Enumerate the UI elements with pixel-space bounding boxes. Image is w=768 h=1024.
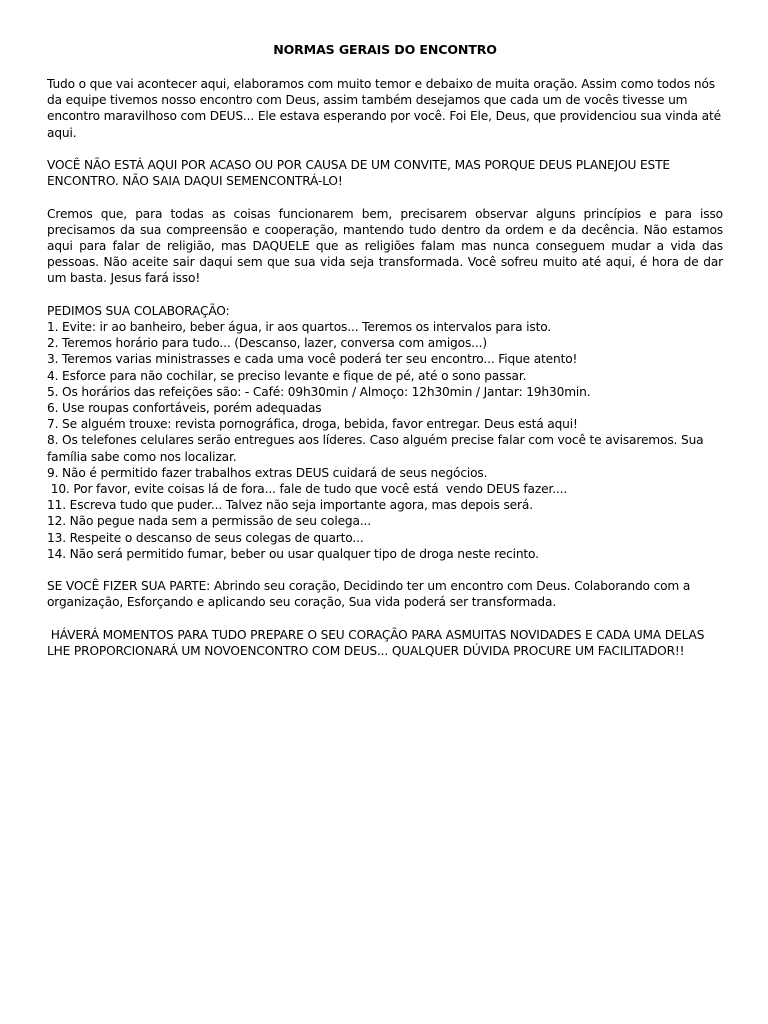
rule-item: 9. Não é permitido fazer trabalhos extras DEUS cuidará de seus negócios. (47, 465, 488, 480)
rule-item: 4. Esforce para não cochilar, se preciso levante e fique de pé, até o sono passar. (47, 368, 527, 383)
rule-item: 2. Teremos horário para tudo... (Descanso, lazer, conversa com amigos...) (47, 336, 487, 351)
principles-paragraph: Cremos que, para todas as coisas funcionarem bem, precisarem observar alguns princípios e para isso precisamos da sua compreensão e cooperação, mantendo tudo dentro da ordem e da decência. Não estamos aqui para falar de religião, mas DAQUELE que as religiões falam mas nunca conseguem mudar a vida das pessoas. Não aceite sair daqui sem que sua vida seja transformada. Você sofreu muito até aqui, é hora de dar um basta. Jesus fará isso! (47, 206, 723, 286)
rule-item: 6. Use roupas confortáveis, porém adequadas (47, 401, 322, 416)
intro-paragraph: Tudo o que vai acontecer aqui, elaboramos com muito temor e debaixo de muita oração. Assim como todos nós da equipe tivemos nosso encontro com Deus, assim também desejamos que cada um de vocês tivesse um encontro maravilhoso com DEUS... Ele estava esperando por você. Foi Ele, Deus, que providenciou sua vinda até aqui. (47, 77, 721, 140)
rule-item: 11. Escreva tudo que puder... Talvez não seja importante agora, mas depois será. (47, 498, 533, 513)
document-title: NORMAS GERAIS DO ENCONTRO (273, 42, 497, 57)
rule-item: 8. Os telefones celulares serão entregues aos líderes. Caso alguém precise falar com você te avisaremos. Sua família sabe como nos localizar. (47, 433, 704, 464)
collaboration-heading: PEDIMOS SUA COLABORAÇÃO: (47, 303, 230, 318)
closing-paragraph: HÁVERÁ MOMENTOS PARA TUDO PREPARE O SEU CORAÇÃO PARA ASMUITAS NOVIDADES E CADA UMA DELAS LHE PROPORCIONARÁ UM NOVOENCONTRO COM DEUS... QUALQUER DÚVIDA PROCURE UM FACILITADOR!! (47, 627, 709, 659)
rule-item: 10. Por favor, evite coisas lá de fora... fale de tudo que você está vendo DEUS fazer.... (47, 482, 568, 497)
rule-item: 13. Respeite o descanso de seus colegas de quarto... (47, 530, 364, 545)
rules-section (47, 303, 723, 562)
rule-item: 5. Os horários das refeições são: - Café: 09h30min / Almoço: 12h30min / Jantar: 19h30min. (47, 384, 591, 399)
rule-item: 14. Não será permitido fumar, beber ou usar qualquer tipo de droga neste recinto. (47, 546, 539, 561)
your-part-paragraph: SE VOCÊ FIZER SUA PARTE: Abrindo seu coração, Decidindo ter um encontro com Deus. Colaborando com a organização, Esforçando e aplicando seu coração, Sua vida poderá ser transformada. (47, 579, 691, 610)
rule-item: 7. Se alguém trouxe: revista pornográfica, droga, bebida, favor entregar. Deus está aqui! (47, 417, 578, 432)
rule-item: 1. Evite: ir ao banheiro, beber água, ir aos quartos... Teremos os intervalos para isto. (47, 320, 552, 334)
document-page (47, 40, 723, 675)
warning-paragraph: VOCÊ NÃO ESTÁ AQUI POR ACASO OU POR CAUSA DE UM CONVITE, MAS PORQUE DEUS PLANEJOU ESTE ENCONTRO. NÃO SAIA DAQUI SEMENCONTRÁ-LO! (47, 158, 670, 189)
rule-item: 12. Não pegue nada sem a permissão de seu colega... (47, 514, 372, 529)
rule-item: 3. Teremos varias ministrasses e cada uma você poderá ter seu encontro... Fique atento! (47, 352, 578, 367)
